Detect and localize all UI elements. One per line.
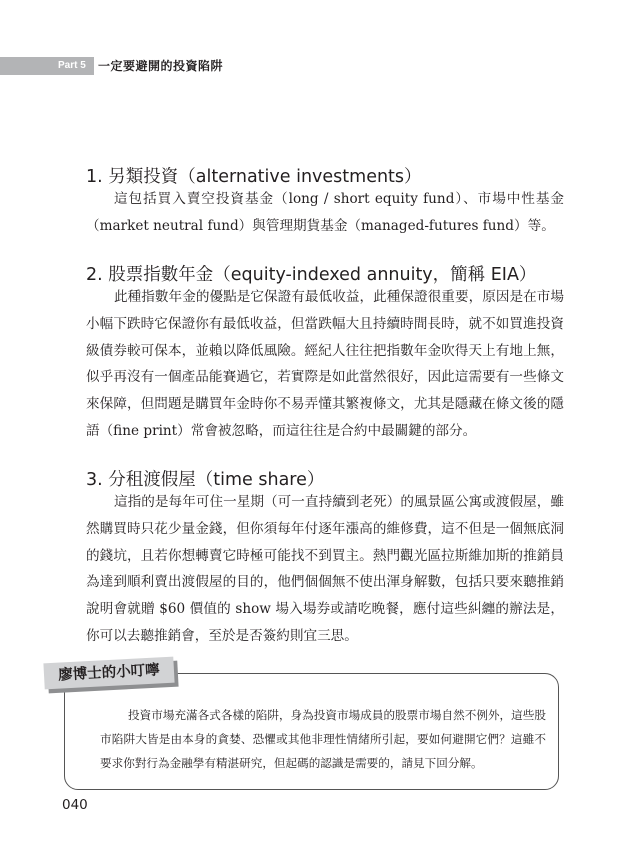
section-paragraph-2 xyxy=(86,284,564,445)
page-number: 040 xyxy=(62,797,88,813)
paragraph-text: 這包括買入賣空投資基金（long / short equity fund）、市場中性基金（market neutral fund）與管理期貨基金（managed-futures fund）等。 xyxy=(86,191,564,234)
section-paragraph-3 xyxy=(86,489,564,650)
paragraph-text: 此種指數年金的優點是它保證有最低收益，此種保證很重要，原因是在市場小幅下跌時它保證你有最低收益，但當跌幅大且持續時間長時，就不如買進投資級債券較可保本，並賴以降低風險。經紀人往往把指數年金吹得天上有地上無，似乎再沒有一個產品能賽過它，若實際是如此當然很好，因此這需要有一些條文來保障，但問題是購買年金時你不易弄懂其繁複條文，尤其是隱藏在條文後的隱語（fine print）常會被忽略，而這往往是合約中最關鍵的部分。 xyxy=(86,289,564,439)
tip-label: 廖博士的小叮嚀 xyxy=(43,657,174,690)
section-heading-1: 1. 另類投資（alternative investments） xyxy=(86,167,422,187)
tip-paragraph: 投資市場充滿各式各樣的陷阱，身為投資市場成員的股票市場自然不例外，這些股市陷阱大皆是由本身的貪婪、恐懼或其他非理性情緒所引起，要如何避開它們？這雖不要求你對行為金融學有精湛研究，但起碼的認識是需要的，請見下回分解。 xyxy=(100,708,546,770)
part-label: Part 5 xyxy=(58,60,86,71)
tip-label-tag xyxy=(44,660,182,692)
section-heading-3: 3. 分租渡假屋（time share） xyxy=(86,470,325,490)
section-paragraph-1 xyxy=(86,186,564,240)
section-heading-2: 2. 股票指數年金（equity-indexed annuity，簡稱 EIA） xyxy=(86,265,537,285)
chapter-title: 一定要避開的投資陷阱 xyxy=(98,59,224,73)
paragraph-text: 這指的是每年可住一星期（可一直持續到老死）的風景區公寓或渡假屋，雖然購買時只花少量金錢，但你須每年付逐年漲高的維修費，這不但是一個無底洞的錢坑，且若你想轉賣它時極可能找不到買主。熱門觀光區拉斯維加斯的推銷員為達到順利賣出渡假屋的目的，他們個個無不使出渾身解數，包括只要來聽推銷說明會就贈 $60 價值的 show 場入場券或請吃晚餐，應付這些糾纏的辦法是，你可以去聽推銷會，至於是否簽約則宜三思。 xyxy=(86,494,564,644)
tip-text xyxy=(100,703,546,775)
